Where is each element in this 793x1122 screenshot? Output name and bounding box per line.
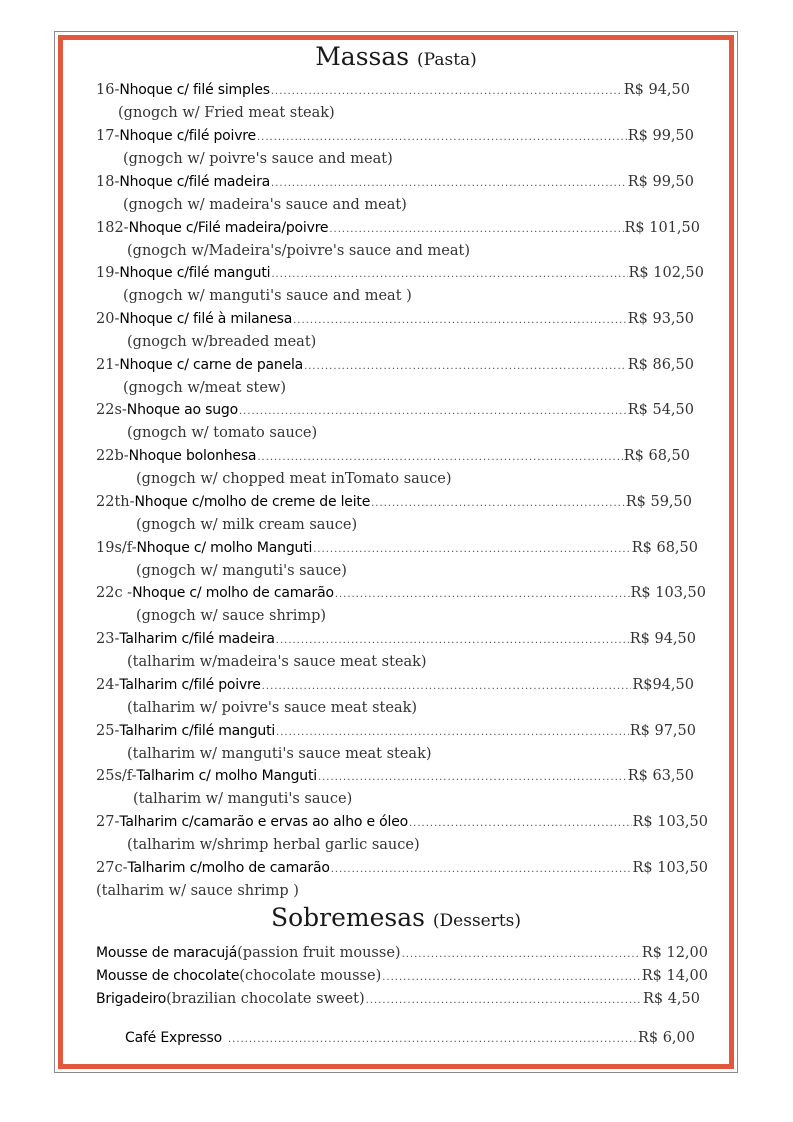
item-translation: (gnogch w/ Fried meat steak)	[118, 105, 335, 121]
item-price: R$ 103,50	[632, 814, 708, 830]
item-price: R$ 63,50	[627, 768, 694, 784]
item-name: Nhoque c/filé madeira	[119, 174, 271, 190]
item-translation: (gnogch w/ sauce shrimp)	[136, 608, 327, 624]
menu-item	[96, 813, 708, 833]
item-code: 27c-	[96, 860, 128, 876]
dessert-price: R$ 4,50	[642, 991, 700, 1007]
item-name: Talharim c/ molho Manguti	[136, 768, 317, 784]
leader-dots	[335, 586, 630, 604]
item-price: R$ 68,50	[623, 448, 690, 464]
item-translation: (gnogch w/ manguti's sauce and meat )	[123, 288, 412, 304]
item-price: R$ 99,50	[627, 174, 694, 190]
leader-dots	[271, 175, 627, 193]
leader-dots	[262, 678, 632, 696]
item-code: 22b-	[96, 448, 129, 464]
leader-dots	[313, 541, 631, 559]
leader-dots	[228, 1031, 637, 1049]
item-code: 22th-	[96, 494, 135, 510]
item-code: 18-	[96, 174, 120, 190]
item-price: R$ 54,50	[627, 402, 694, 418]
item-name: Nhoque c/ carne de panela	[119, 357, 304, 373]
leader-dots	[257, 449, 622, 467]
dessert-desc: (chocolate mousse)	[239, 968, 382, 984]
item-name: Nhoque c/molho de creme de leite	[134, 494, 371, 510]
item-code: 25-	[96, 723, 120, 739]
dessert-price: R$ 12,00	[641, 945, 708, 961]
leader-dots	[276, 632, 629, 650]
menu-item	[96, 127, 694, 147]
item-translation: (gnogch w/ manguti's sauce)	[136, 563, 347, 579]
dessert-desc: (passion fruit mousse)	[237, 945, 401, 961]
leader-dots	[271, 83, 623, 101]
leader-dots	[257, 129, 627, 147]
item-price: R$ 93,50	[627, 311, 694, 327]
menu-item	[96, 767, 694, 787]
menu-item	[96, 81, 690, 101]
pasta-section-title	[58, 42, 734, 71]
item-code: 24-	[96, 677, 120, 693]
menu-item	[96, 676, 694, 696]
item-code: 19-	[96, 265, 120, 281]
menu-item	[96, 447, 690, 467]
item-price: R$ 86,50	[627, 357, 694, 373]
item-name: Nhoque c/ molho Manguti	[136, 540, 313, 556]
leader-dots	[382, 969, 641, 987]
menu-item	[96, 630, 696, 650]
item-price: R$ 102,50	[628, 265, 704, 281]
item-name: Nhoque c/ filé à milanesa	[119, 311, 293, 327]
item-code: 16-	[96, 82, 120, 98]
item-price: R$ 103,50	[630, 585, 706, 601]
menu-item	[96, 722, 696, 742]
item-translation: (talharim w/ sauce shrimp )	[96, 883, 299, 899]
menu-item	[96, 493, 692, 513]
dessert-name: Mousse de chocolate	[96, 968, 240, 984]
menu-item	[96, 401, 694, 421]
item-translation: (talharim w/ poivre's sauce meat steak)	[127, 700, 418, 716]
item-name: Nhoque c/ filé simples	[119, 82, 270, 98]
item-code: 182-	[96, 220, 129, 236]
item-name: Talharim c/camarão e ervas ao alho e óleo	[119, 814, 408, 830]
leader-dots	[276, 724, 629, 742]
item-price: R$ 101,50	[624, 220, 700, 236]
item-translation: (gnogch w/ chopped meat inTomato sauce)	[136, 471, 452, 487]
item-code: 23-	[96, 631, 120, 647]
item-code: 22c -	[96, 585, 133, 601]
menu-item	[96, 584, 706, 604]
item-name: Talharim c/filé madeira	[119, 631, 275, 647]
item-price: R$ 99,50	[627, 128, 694, 144]
dessert-item	[96, 967, 708, 987]
item-name: Nhoque c/filé poivre	[119, 128, 256, 144]
desserts-subtitle: (Desserts)	[432, 911, 522, 931]
pasta-title: Massas	[315, 42, 410, 71]
item-name: Talharim c/filé manguti	[119, 723, 276, 739]
menu-item	[96, 264, 704, 284]
leader-dots	[293, 312, 627, 330]
item-name: Talharim c/molho de camarão	[127, 860, 330, 876]
item-translation: (gnogch w/ tomato sauce)	[127, 425, 318, 441]
item-translation: (gnogch w/ madeira's sauce and meat)	[123, 197, 407, 213]
dessert-item	[96, 990, 700, 1010]
leader-dots	[366, 992, 642, 1010]
menu-item	[96, 173, 694, 193]
leader-dots	[304, 358, 627, 376]
menu-item	[96, 356, 694, 376]
desserts-section-title	[58, 903, 734, 932]
item-price: R$ 94,50	[623, 82, 690, 98]
leader-dots	[318, 769, 627, 787]
item-price: R$ 59,50	[625, 494, 692, 510]
item-name: Nhoque c/filé manguti	[119, 265, 271, 281]
item-name: Nhoque ao sugo	[126, 402, 238, 418]
leader-dots	[402, 946, 641, 964]
menu-item	[96, 539, 698, 559]
item-translation: (gnogch w/meat stew)	[123, 380, 286, 396]
item-translation: (talharim w/madeira's sauce meat steak)	[127, 654, 427, 670]
dessert-item	[96, 944, 708, 964]
dessert-price: R$ 14,00	[641, 968, 708, 984]
item-price: R$ 68,50	[631, 540, 698, 556]
item-price: R$ 94,50	[629, 631, 696, 647]
dessert-name: Mousse de maracujá	[96, 945, 238, 961]
item-code: 20-	[96, 311, 120, 327]
item-translation: (gnogch w/breaded meat)	[127, 334, 317, 350]
item-translation: (talharim w/ manguti's sauce)	[133, 791, 353, 807]
coffee-item	[125, 1029, 695, 1049]
item-price: R$ 97,50	[629, 723, 696, 739]
item-name: Nhoque c/Filé madeira/poivre	[128, 220, 329, 236]
coffee-name: Café Expresso	[125, 1030, 222, 1046]
item-code: 21-	[96, 357, 120, 373]
leader-dots	[239, 403, 627, 421]
leader-dots	[271, 266, 627, 284]
item-code: 25s/f-	[96, 768, 137, 784]
coffee-price: R$ 6,00	[637, 1030, 695, 1046]
item-name: Nhoque bolonhesa	[128, 448, 257, 464]
menu-item	[96, 859, 708, 879]
leader-dots	[371, 495, 625, 513]
item-name: Nhoque c/ molho de camarão	[132, 585, 334, 601]
item-name: Talharim c/filé poivre	[119, 677, 261, 693]
pasta-subtitle: (Pasta)	[417, 50, 477, 70]
item-price: R$ 103,50	[632, 860, 708, 876]
dessert-name: Brigadeiro	[96, 991, 167, 1007]
item-translation: (talharim w/shrimp herbal garlic sauce)	[127, 837, 420, 853]
leader-dots	[331, 861, 632, 879]
item-code: 27-	[96, 814, 120, 830]
dessert-desc: (brazilian chocolate sweet)	[166, 991, 365, 1007]
item-code: 17-	[96, 128, 120, 144]
leader-dots	[409, 815, 632, 833]
desserts-title: Sobremesas	[270, 903, 425, 932]
item-code: 22s-	[96, 402, 127, 418]
item-translation: (gnogch w/Madeira's/poivre's sauce and meat)	[127, 243, 470, 259]
item-price: R$94,50	[632, 677, 694, 693]
menu-item	[96, 310, 694, 330]
item-translation: (gnogch w/ milk cream sauce)	[136, 517, 358, 533]
item-translation: (talharim w/ manguti's sauce meat steak)	[127, 746, 432, 762]
item-code: 19s/f-	[96, 540, 137, 556]
item-translation: (gnogch w/ poivre's sauce and meat)	[123, 151, 393, 167]
menu-item	[96, 219, 700, 239]
leader-dots	[329, 221, 623, 239]
